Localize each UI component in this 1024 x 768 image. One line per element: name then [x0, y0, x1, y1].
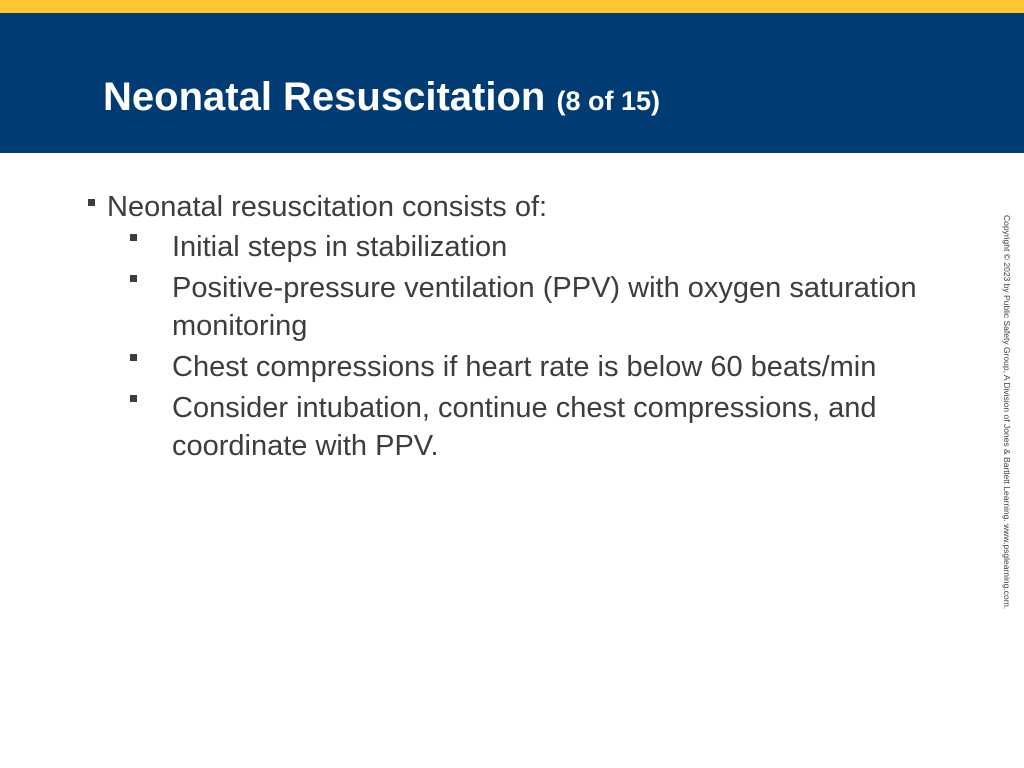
square-bullet-icon	[88, 199, 95, 206]
slide-title-text: Neonatal Resuscitation	[103, 75, 546, 119]
list-item	[88, 269, 948, 345]
square-bullet-icon	[130, 395, 137, 402]
square-bullet-icon	[130, 354, 137, 361]
list-item	[88, 228, 948, 266]
copyright-notice: Copyright © 2023 by Public Safety Group, A Division of Jones & Bartlett Learning. www.psglearning.com.	[1002, 215, 1012, 610]
list-item	[88, 389, 948, 465]
list-item-text: Positive-pressure ventilation (PPV) with oxygen saturation monitoring	[172, 272, 917, 342]
slide-body	[88, 188, 948, 468]
list-item	[88, 348, 948, 386]
list-item-text: Initial steps in stabilization	[172, 231, 508, 263]
square-bullet-icon	[130, 275, 137, 282]
title-banner	[0, 13, 1024, 153]
bullet-intro	[88, 188, 948, 226]
slide-title	[103, 73, 660, 125]
list-item-text: Chest compressions if heart rate is below 60 beats/min	[172, 351, 877, 383]
intro-text: Neonatal resuscitation consists of:	[107, 191, 548, 223]
list-item-text: Consider intubation, continue chest compressions, and coordinate with PPV.	[172, 392, 877, 462]
square-bullet-icon	[130, 234, 137, 241]
slide-counter: (8 of 15)	[556, 86, 660, 116]
sub-bullet-list	[88, 228, 948, 465]
accent-stripe	[0, 0, 1024, 13]
